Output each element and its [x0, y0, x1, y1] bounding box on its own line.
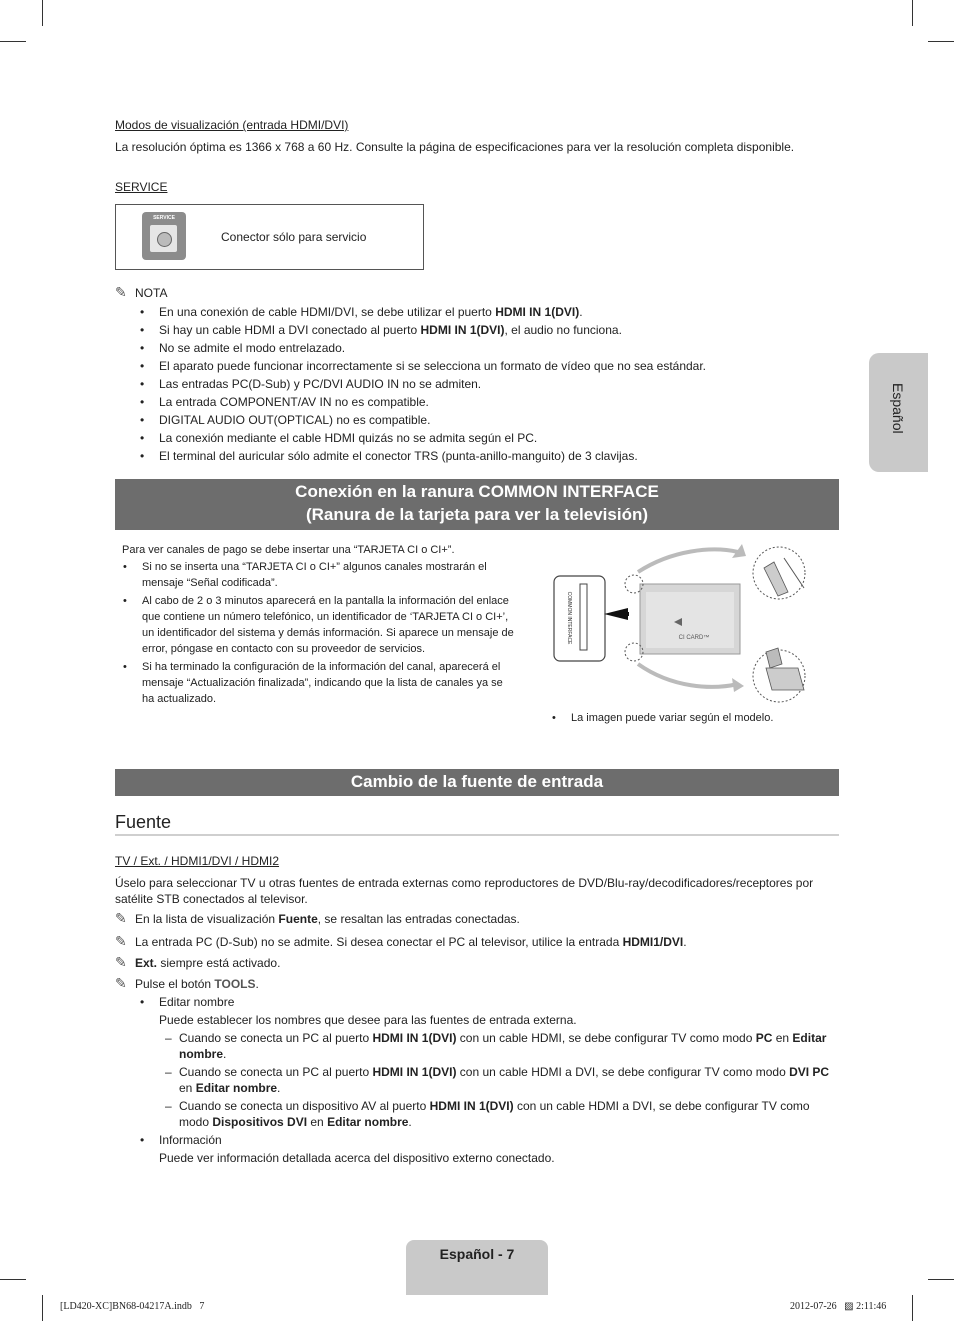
date-info: 2012-07-26 ▨ 2:11:46	[790, 1301, 887, 1312]
page-label: Español - 7	[439, 1246, 515, 1262]
ci-item: • Al cabo de 2 o 3 minutos aparecerá en la pantalla la información del enlace que contiene un número telefónico, un identificador de ‘TARJETA CI o CI+’, un identificador del sistema y demás información. Si aparece un mensaje de error, póngase en contacto con su proveedor de servicios.	[123, 595, 514, 655]
info-text: Puede ver información detallada acerca del dispositivo externo conectado.	[159, 1151, 555, 1165]
insert-arrow-icon	[604, 608, 628, 620]
ci-section-title	[115, 479, 839, 530]
ci-port-label: COMMON INTERFACE	[566, 591, 572, 645]
zoom-arrow-bottom-icon	[732, 678, 744, 692]
nota-title: NOTA	[135, 286, 168, 300]
pencil-icon: ✎	[115, 954, 127, 970]
nota-item: • Las entradas PC(D-Sub) y PC/DVI AUDIO IN no se admiten.	[140, 377, 482, 391]
nota-item: • Si hay un cable HDMI a DVI conectado al puerto HDMI IN 1(DVI), el audio no funciona.	[140, 323, 622, 337]
editar-dash-2: – Cuando se conecta un PC al puerto HDMI IN 1(DVI) con un cable HDMI a DVI, se debe configurar TV como modo DVI PC en Editar nombre.	[165, 1065, 830, 1095]
fuente-divider	[115, 834, 839, 836]
pencil-icon: ✎	[115, 975, 127, 991]
editar-dash-3: – Cuando se conecta un dispositivo AV al puerto HDMI IN 1(DVI) con un cable HDMI a DVI, se debe configurar TV como modo Dispositivos DVI en Editar nombre.	[165, 1099, 810, 1129]
service-box	[115, 204, 424, 270]
pencil-icon: ✎	[115, 284, 127, 300]
source-note-2: ✎ La entrada PC (D-Sub) no se admite. Si desea conectar el PC al televisor, utilice la entrada HDMI1/DVI.	[115, 933, 687, 949]
page-number-tab	[406, 1240, 548, 1295]
nota-item: • DIGITAL AUDIO OUT(OPTICAL) no es compatible.	[140, 413, 431, 427]
nota-item: • La conexión mediante el cable HDMI quizás no se admita según el PC.	[140, 431, 538, 445]
ci-list	[123, 559, 514, 709]
fuente-title: Fuente	[115, 812, 172, 832]
ci-title-line1: Conexión en la ranura COMMON INTERFACE	[295, 482, 659, 501]
editar-dash-1: – Cuando se conecta un PC al puerto HDMI IN 1(DVI) con un cable HDMI, se debe configurar TV como modo PC en Editar nombre.	[165, 1031, 827, 1061]
source-list-heading: TV / Ext. / HDMI1/DVI / HDMI2	[115, 854, 280, 868]
editar-heading: • Editar nombre	[140, 995, 235, 1009]
service-port-icon	[142, 212, 186, 260]
side-tab-label: Español	[890, 383, 906, 434]
ci-card-label: CI CARD™	[678, 635, 710, 641]
nota-item: • La entrada COMPONENT/AV IN no es compatible.	[140, 395, 429, 409]
source-text: Úselo para seleccionar TV u otras fuentes de entrada externas como reproductores de DVD/Blu-ray/decodificadores/receptores por satélite STB conectados al televisor.	[115, 876, 814, 906]
modos-text: La resolución óptima es 1366 x 768 a 60 Hz. Consulte la página de especificaciones para ver la resolución completa disponible.	[115, 140, 795, 154]
pencil-icon: ✎	[115, 933, 127, 949]
side-tab	[869, 353, 928, 472]
nota-list	[140, 304, 839, 466]
info-heading: • Información	[140, 1133, 222, 1147]
source-note-1: ✎ En la lista de visualización Fuente, se resaltan las entradas conectadas.	[115, 910, 520, 926]
ci-intro: Para ver canales de pago se debe insertar una “TARJETA CI o CI+”.	[122, 544, 455, 556]
service-connector-text: Conector sólo para servicio	[221, 230, 367, 244]
cambio-section-title: Cambio de la fuente de entrada	[115, 769, 839, 796]
ci-card-figure	[552, 540, 812, 705]
service-heading: SERVICE	[115, 180, 168, 194]
source-note-3: ✎ Ext. siempre está activado.	[115, 954, 281, 970]
nota-item: • No se admite el modo entrelazado.	[140, 341, 346, 355]
file-info: [LD420-XC]BN68-04217A.indb 7	[60, 1301, 205, 1312]
modos-heading: Modos de visualización (entrada HDMI/DVI)	[115, 118, 349, 132]
nota-item: • El aparato puede funcionar incorrectamente si se selecciona un formato de vídeo que no sea estándar.	[140, 359, 707, 373]
nota-item: • El terminal del auricular sólo admite el conector TRS (punta-anillo-manguito) de 3 clavijas.	[140, 449, 638, 463]
ci-item: • Si no se inserta una “TARJETA CI o CI+” algunos canales mostrarán el mensaje “Señal codificada”.	[123, 561, 487, 589]
ci-item: • Si ha terminado la configuración de la información del canal, aparecerá el mensaje “Actualización finalizada”, indicando que la lista de canales ya se ha actualizado.	[123, 661, 503, 705]
ci-slot	[580, 584, 587, 650]
editar-text: Puede establecer los nombres que desee para las fuentes de entrada externa.	[159, 1013, 577, 1027]
pencil-icon: ✎	[115, 910, 127, 926]
source-note-4: ✎ Pulse el botón TOOLS.	[115, 975, 259, 991]
nota-header	[115, 284, 167, 301]
figure-note: • La imagen puede variar según el modelo.	[552, 712, 774, 724]
service-port-label: SERVICE	[153, 215, 175, 221]
figure-note-text: La imagen puede variar según el modelo.	[571, 712, 774, 724]
ci-title-line2: (Ranura de la tarjeta para ver la televisión)	[305, 505, 649, 524]
nota-item: • En una conexión de cable HDMI/DVI, se debe utilizar el puerto HDMI IN 1(DVI).	[140, 305, 583, 319]
